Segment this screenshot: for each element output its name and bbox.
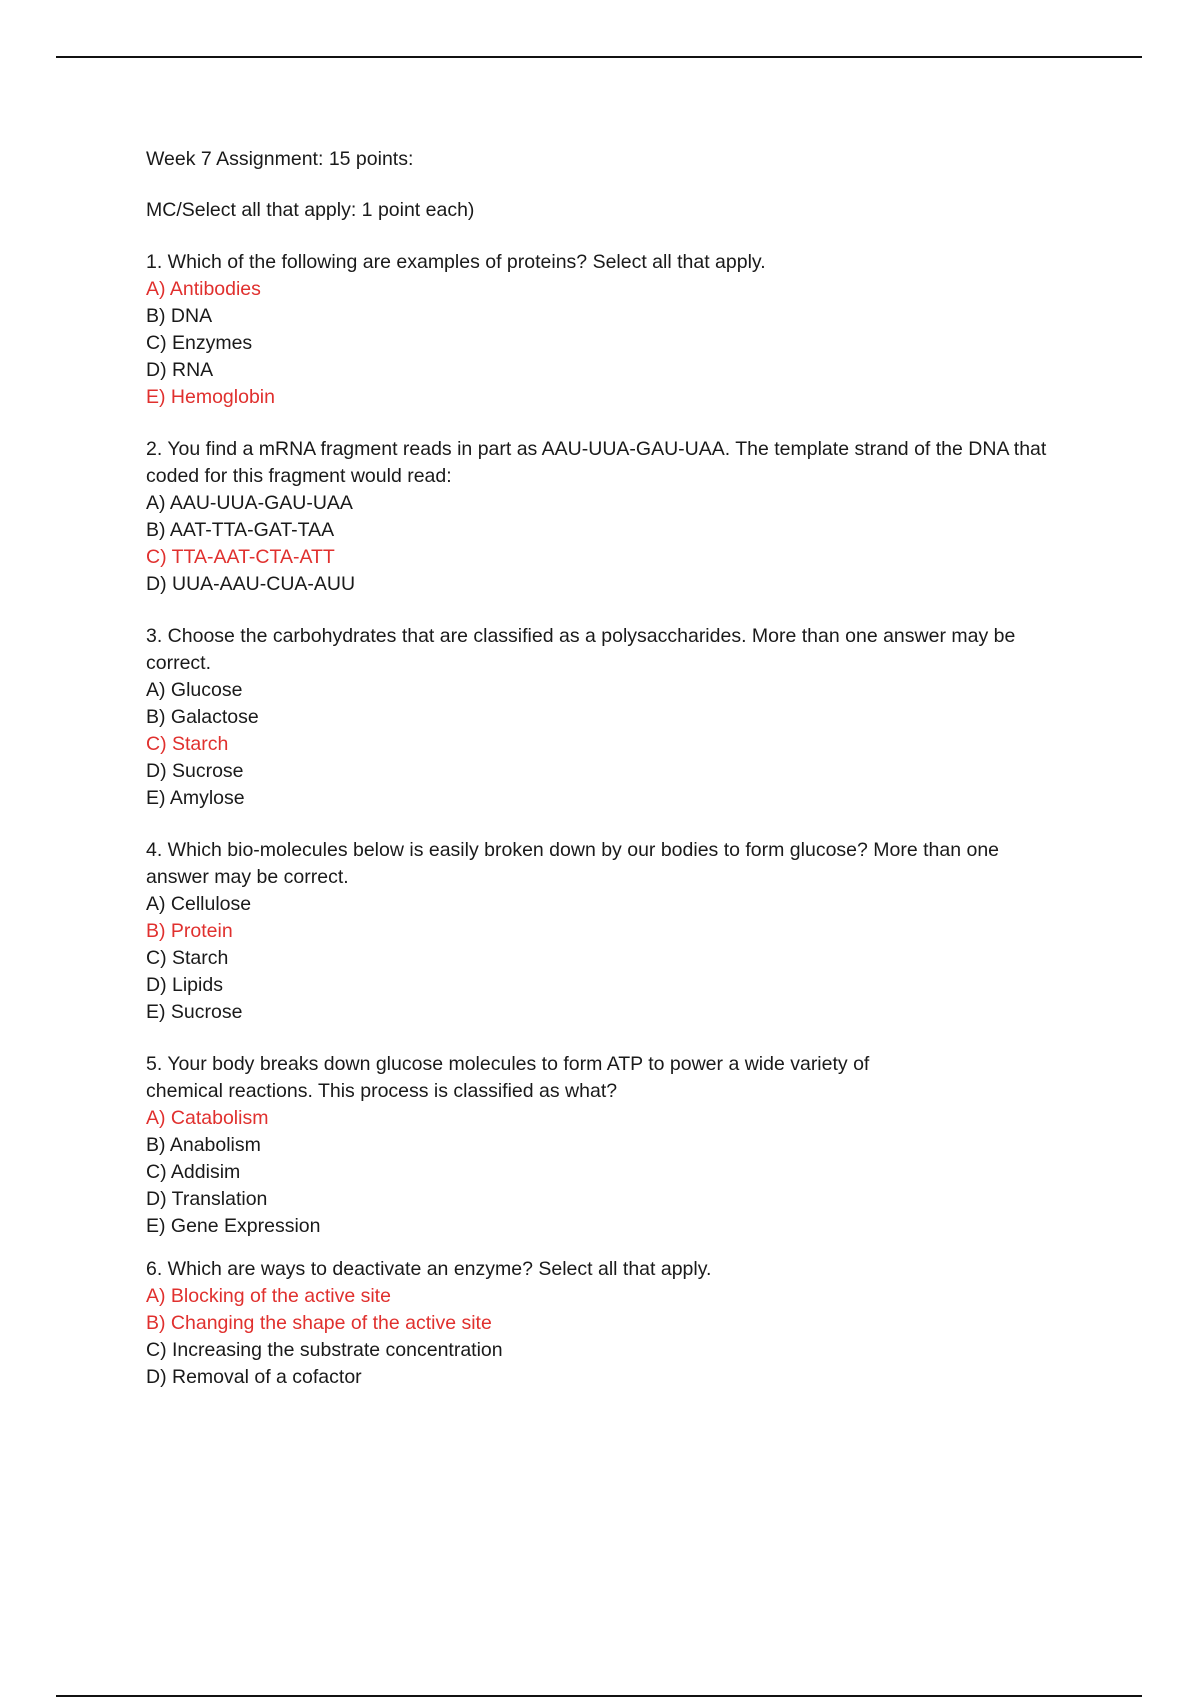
question-6-text: 6. Which are ways to deactivate an enzyme? Select all that apply.	[146, 1258, 712, 1280]
option-answer: D) Removal of a cofactor	[146, 1366, 362, 1388]
question-3-options	[146, 677, 1066, 812]
option-answer: A) Cellulose	[146, 893, 252, 915]
option-answer-correct: C) Starch	[146, 733, 229, 755]
option-answer: D) RNA	[146, 359, 214, 381]
assignment-title: Week 7 Assignment: 15 points:	[146, 148, 414, 170]
option-answer: E) Gene Expression	[146, 1215, 321, 1237]
question-4-text: 4. Which bio-molecules below is easily broken down by our bodies to form glucose? More than one answer may be correct.	[146, 839, 1000, 888]
option-answer-correct: A) Blocking of the active site	[146, 1285, 391, 1307]
top-rule	[56, 56, 1142, 58]
option-answer: E) Sucrose	[146, 1001, 243, 1023]
option-answer-correct: A) Antibodies	[146, 278, 261, 300]
question-4-options	[146, 891, 1066, 1026]
option-answer: C) Starch	[146, 947, 229, 969]
document-body	[146, 146, 1066, 1391]
question-5-text: 5. Your body breaks down glucose molecules to form ATP to power a wide variety of chemical reactions. This process is classified as what?	[146, 1053, 870, 1102]
question-2	[146, 436, 1066, 598]
option-answer-correct: C) TTA-AAT-CTA-ATT	[146, 546, 335, 568]
option-answer-correct: A) Catabolism	[146, 1107, 269, 1129]
option-answer: C) Enzymes	[146, 332, 253, 354]
question-3	[146, 623, 1066, 812]
option-answer: D) Lipids	[146, 974, 223, 996]
question-1-text: 1. Which of the following are examples of proteins? Select all that apply.	[146, 251, 766, 273]
option-answer: A) AAU-UUA-GAU-UAA	[146, 492, 353, 514]
option-answer-correct: B) Changing the shape of the active site	[146, 1312, 492, 1334]
question-1-options	[146, 276, 1066, 411]
option-answer: C) Addisim	[146, 1161, 241, 1183]
option-answer: B) AAT-TTA-GAT-TAA	[146, 519, 335, 541]
question-2-text: 2. You find a mRNA fragment reads in part as AAU-UUA-GAU-UAA. The template strand of the DNA that coded for this fragment would read:	[146, 438, 1047, 487]
question-2-options	[146, 490, 1066, 598]
option-answer: D) UUA-AAU-CUA-AUU	[146, 573, 356, 595]
question-5	[146, 1051, 1066, 1240]
question-6	[146, 1256, 1066, 1391]
question-6-options	[146, 1283, 1066, 1391]
option-answer: C) Increasing the substrate concentration	[146, 1339, 503, 1361]
option-answer: D) Translation	[146, 1188, 268, 1210]
option-answer: E) Amylose	[146, 787, 245, 809]
question-3-text: 3. Choose the carbohydrates that are classified as a polysaccharides. More than one answer may be correct.	[146, 625, 1016, 674]
question-5-options	[146, 1105, 1066, 1240]
assignment-subtitle: MC/Select all that apply: 1 point each)	[146, 199, 475, 221]
option-answer: B) Galactose	[146, 706, 259, 728]
option-answer: A) Glucose	[146, 679, 243, 701]
question-1	[146, 249, 1066, 411]
option-answer-correct: B) Protein	[146, 920, 233, 942]
bottom-rule	[56, 1695, 1142, 1697]
option-answer-correct: E) Hemoglobin	[146, 386, 275, 408]
question-4	[146, 837, 1066, 1026]
option-answer: B) Anabolism	[146, 1134, 261, 1156]
option-answer: D) Sucrose	[146, 760, 244, 782]
option-answer: B) DNA	[146, 305, 213, 327]
